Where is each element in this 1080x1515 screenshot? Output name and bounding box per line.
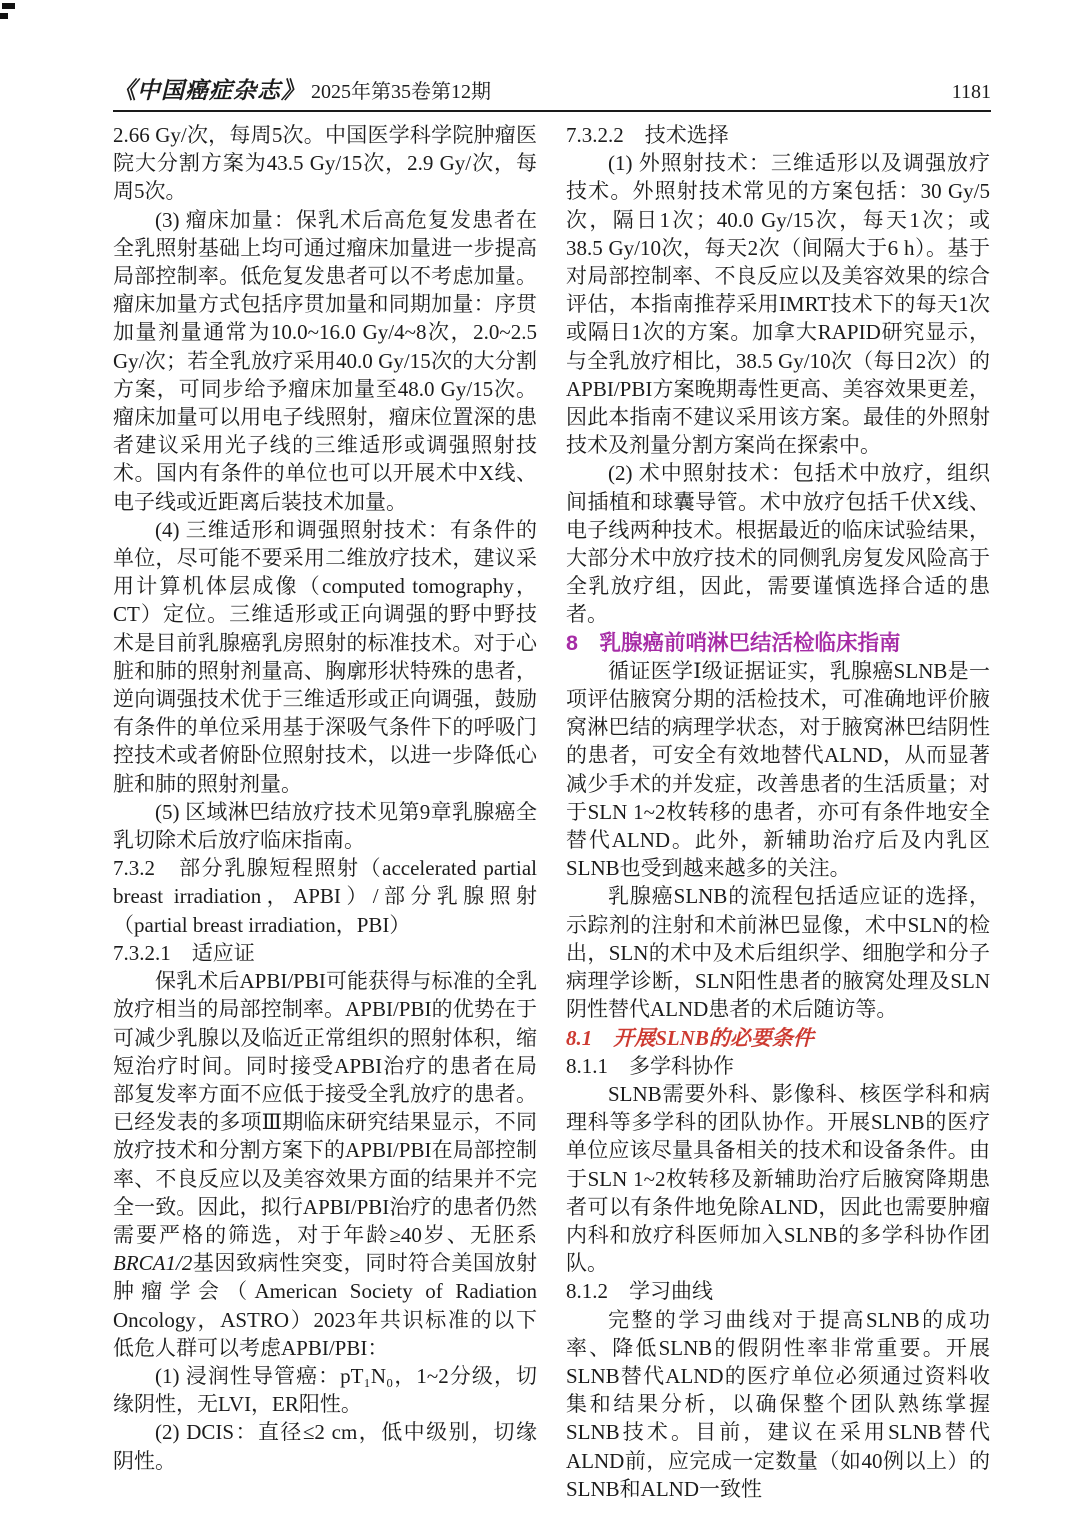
paragraph: 完整的学习曲线对于提高SLNB的成功率、降低SLNB的假阴性率非常重要。开展SLNB替代ALND的医疗单位必须通过资料收集和结果分析，以确保整个团队熟练掌握SLNB技术。目前，建议在采用SLNB替代ALND前，应完成一定数量（如40例以上）的SLNB和ALND一致性 — [566, 1307, 990, 1501]
paragraph: (4) 三维适形和调强照射技术：有条件的单位，尽可能不要采用二维放疗技术，建议采用计算机体层成像（computed tomography，CT）定位。三维适形或正向调强的野中野技术是目前乳腺癌乳房照射的标准技术。对于心脏和肺的照射剂量高、胸廓形状特殊的患者，逆向调强技术优于三维适形或正向调强，鼓励有条件的单位采用基于深吸气条件下的呼吸门控技术或者俯卧位照射技术，以进一步降低心脏和肺的照射剂量。 — [113, 517, 537, 796]
section-7-3-2-heading: 7.3.2 部分乳腺短程照射（accelerated partial breast irradiation，APBI）/部分乳腺照射（partial breast irradiation，PBI） — [113, 856, 537, 937]
paragraph: 循证医学Ⅰ级证据证实，乳腺癌SLNB是一项评估腋窝分期的活检技术，可准确地评价腋窝淋巴结的病理学状态，对于腋窝淋巴结阴性的患者，可安全有效地替代ALND，从而显著减少手术的并发症，改善患者的生活质量；对于SLN 1~2枚转移的患者，亦可有条件地安全替代ALND。此外，新辅助治疗后及内乳区SLNB也受到越来越多的关注。 — [566, 658, 990, 881]
section-7-3-2-2-heading: 7.3.2.2 技术选择 — [566, 123, 729, 147]
section-8-heading: 8 乳腺癌前哨淋巴结活检临床指南 — [566, 630, 901, 655]
paragraph: 保乳术后APBI/PBI可能获得与标准的全乳放疗相当的局部控制率。APBI/PBI的优势在于可减少乳腺以及临近正常组织的照射体积，缩短治疗时间。同时接受APBI治疗的患者在局部复发率方面不应低于接受全乳放疗的患者。已经发表的多项Ⅲ期临床研究结果显示，不同放疗技术和分割方案下的APBI/PBI在局部控制率、不良反应以及美容效果方面的结果并不完全一致。因此，拟行APBI/PBI治疗的患者仍然需要严格的筛选，对于年龄≥40岁、无胚系BRCA1/2基因致病性突变，同时符合美国放射肿瘤学会（American Society of Radiation Oncology，ASTRO）2023年共识标准的以下低危人群可以考虑APBI/PBI： — [113, 969, 537, 1360]
paragraph: (1) 浸润性导管癌：pT₁N₀，1~2分级，切缘阴性，无LVI，ER阳性。 — [113, 1363, 537, 1417]
article-body — [113, 121, 991, 1503]
section-8-1-2-heading: 8.1.2 学习曲线 — [566, 1279, 713, 1304]
scan-artifact — [0, 13, 8, 19]
journal-page — [113, 72, 991, 1503]
section-8-1-heading: 8.1 开展SLNB的必要条件 — [566, 1025, 814, 1050]
page-header — [113, 72, 991, 112]
page-number: 1181 — [951, 81, 991, 103]
paragraph: (1) 外照射技术：三维适形以及调强放疗技术。外照射技术常见的方案包括：30 Gy/5次，隔日1次；40.0 Gy/15次，每天1次；或38.5 Gy/10次，每天2次（间隔大于6 h）。基于对局部控制率、不良反应以及美容效果的综合评估，本指南推荐采用IMRT技术下的每天1次或隔日1次的方案。加拿大RAPID研究显示，与全乳放疗相比，38.5 Gy/10次（每日2次）的APBI/PBI方案晚期毒性更高、美容效果更差，因此本指南不建议采用该方案。最佳的外照射技术及剂量分割方案尚在探索中。 — [566, 151, 990, 458]
section-8-1-1-heading: 8.1.1 多学科协作 — [566, 1053, 734, 1078]
paragraph: SLNB需要外科、影像科、核医学科和病理科等多学科的团队协作。开展SLNB的医疗单位应该尽量具备相关的技术和设备条件。由于SLN 1~2枚转移及新辅助治疗后腋窝降期患者可以有条件地免除ALND，因此也需要肿瘤内科和放疗科医师加入SLNB的多学科协作团队。 — [566, 1081, 990, 1276]
scan-artifact — [2, 3, 15, 9]
paragraph: 2.66 Gy/次，每周5次。中国医学科学院肿瘤医院大分割方案为43.5 Gy/15次，2.9 Gy/次，每周5次。 — [113, 123, 537, 204]
paragraph: (3) 瘤床加量：保乳术后高危复发患者在全乳照射基础上均可通过瘤床加量进一步提高局部控制率。低危复发患者可以不考虑加量。瘤床加量方式包括序贯加量和同期加量：序贯加量剂量通常为10.0~16.0 Gy/4~8次，2.0~2.5 Gy/次；若全乳放疗采用40.0 Gy/15次的大分割方案，可同步给予瘤床加量至48.0 Gy/15次。瘤床加量可以用电子线照射，瘤床位置深的患者建议采用光子线的三维适形或调强照射技术。国内有条件的单位也可以开展术中X线、电子线或近距离后装技术加量。 — [113, 207, 537, 514]
section-7-3-2-1-heading: 7.3.2.1 适应证 — [113, 940, 255, 965]
paragraph: (2) DCIS：直径≤2 cm，低中级别，切缘阴性。 — [113, 1420, 537, 1473]
paragraph: (2) 术中照射技术：包括术中放疗，组织间插植和球囊导管。术中放疗包括千伏X线、电子线两种技术。根据最近的临床试验结果，大部分术中放疗技术的同侧乳房复发风险高于全乳放疗组，因此，需要谨慎选择合适的患者。 — [566, 461, 990, 627]
journal-title: 《中国癌症杂志》 — [113, 78, 305, 103]
right-column — [566, 121, 990, 1503]
paragraph: (5) 区域淋巴结放疗技术见第9章乳腺癌全乳切除术后放疗临床指南。 — [113, 799, 537, 853]
left-column — [113, 121, 537, 1503]
issue-info: 2025年第35卷第12期 — [311, 81, 491, 103]
paragraph: 乳腺癌SLNB的流程包括适应证的选择，示踪剂的注射和术前淋巴显像，术中SLN的检出，SLN的术中及术后组织学、细胞学和分子病理学诊断，SLN阳性患者的腋窝处理及SLN阴性替代ALND患者的术后随访等。 — [566, 884, 990, 1022]
